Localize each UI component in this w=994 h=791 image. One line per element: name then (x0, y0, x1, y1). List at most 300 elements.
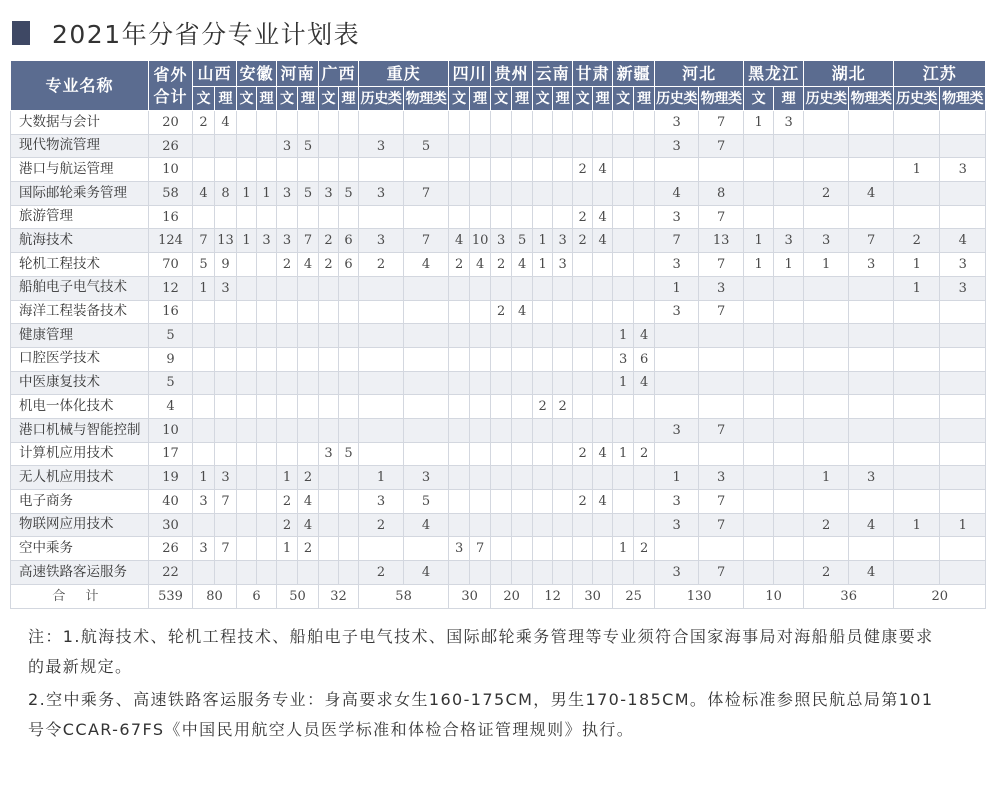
quota-cell (404, 418, 449, 442)
province-total-cell: 10 (744, 584, 804, 608)
quota-cell (449, 111, 470, 135)
quota-cell (277, 111, 298, 135)
quota-cell (699, 371, 744, 395)
province-total-cell: 36 (804, 584, 894, 608)
quota-cell (298, 371, 319, 395)
quota-cell (257, 371, 277, 395)
quota-cell (359, 205, 404, 229)
quota-cell (339, 347, 359, 371)
quota-cell (744, 371, 774, 395)
quota-cell (298, 158, 319, 182)
quota-cell (774, 182, 804, 206)
quota-cell (319, 537, 339, 561)
quota-cell: 1 (894, 158, 940, 182)
quota-cell (533, 513, 553, 537)
province-header: 新疆 (613, 61, 655, 87)
quota-cell (215, 442, 237, 466)
quota-cell (298, 561, 319, 585)
quota-cell (774, 537, 804, 561)
quota-cell: 2 (804, 561, 849, 585)
quota-cell: 4 (404, 561, 449, 585)
quota-cell (593, 347, 613, 371)
major-name-cell: 高速铁路客运服务 (11, 561, 149, 585)
major-name-cell: 港口机械与智能控制 (11, 418, 149, 442)
quota-cell: 3 (491, 229, 512, 253)
quota-cell: 6 (339, 253, 359, 277)
quota-cell (491, 324, 512, 348)
quota-cell: 2 (573, 442, 593, 466)
quota-cell (940, 134, 986, 158)
quota-cell (634, 205, 655, 229)
table-row (11, 158, 986, 182)
province-total-cell: 32 (319, 584, 359, 608)
row-total-cell: 26 (149, 537, 193, 561)
subject-header: 历史类 (655, 87, 699, 111)
quota-cell (634, 229, 655, 253)
quota-cell (491, 371, 512, 395)
quota-cell (339, 395, 359, 419)
quota-cell (470, 513, 491, 537)
table-row (11, 513, 986, 537)
quota-cell (298, 395, 319, 419)
subject-header: 文 (237, 87, 257, 111)
quota-cell (940, 371, 986, 395)
quota-cell (553, 513, 573, 537)
quota-cell (277, 276, 298, 300)
quota-cell (404, 111, 449, 135)
quota-cell: 2 (573, 205, 593, 229)
table-header (11, 61, 986, 111)
major-name-cell: 机电一体化技术 (11, 395, 149, 419)
quota-cell (593, 253, 613, 277)
quota-cell (804, 490, 849, 514)
quota-cell (533, 205, 553, 229)
quota-cell (237, 158, 257, 182)
quota-cell (237, 561, 257, 585)
quota-cell (940, 418, 986, 442)
quota-cell (573, 347, 593, 371)
quota-cell: 3 (804, 229, 849, 253)
quota-cell (339, 205, 359, 229)
quota-cell (449, 561, 470, 585)
row-total-cell: 12 (149, 276, 193, 300)
major-name-cell: 船舶电子电气技术 (11, 276, 149, 300)
quota-cell (359, 418, 404, 442)
quota-cell (573, 182, 593, 206)
table-row (11, 276, 986, 300)
quota-cell (193, 324, 215, 348)
quota-cell (193, 371, 215, 395)
quota-cell (613, 395, 634, 419)
quota-cell: 4 (655, 182, 699, 206)
quota-cell: 2 (804, 513, 849, 537)
quota-cell (512, 466, 533, 490)
quota-cell (193, 513, 215, 537)
quota-cell (449, 395, 470, 419)
quota-cell: 3 (215, 466, 237, 490)
quota-cell (257, 395, 277, 419)
quota-cell: 5 (339, 442, 359, 466)
quota-cell (634, 158, 655, 182)
quota-cell (339, 158, 359, 182)
out-of-province-total-header (149, 61, 193, 111)
quota-cell (237, 466, 257, 490)
quota-cell (744, 561, 774, 585)
quota-cell (533, 300, 553, 324)
quota-cell (319, 276, 339, 300)
quota-cell (613, 229, 634, 253)
quota-cell (533, 490, 553, 514)
quota-cell (613, 418, 634, 442)
quota-cell (257, 158, 277, 182)
quota-cell (613, 490, 634, 514)
quota-cell (613, 111, 634, 135)
major-name-cell: 港口与航运管理 (11, 158, 149, 182)
quota-cell (553, 324, 573, 348)
row-total-cell: 40 (149, 490, 193, 514)
quota-cell (193, 158, 215, 182)
row-total-cell: 5 (149, 371, 193, 395)
quota-cell (470, 418, 491, 442)
quota-cell (533, 371, 553, 395)
quota-cell: 2 (277, 490, 298, 514)
quota-cell (449, 490, 470, 514)
subject-header: 文 (319, 87, 339, 111)
table-row (11, 490, 986, 514)
quota-cell (849, 300, 894, 324)
quota-cell (573, 134, 593, 158)
quota-cell (894, 561, 940, 585)
quota-cell (404, 537, 449, 561)
quota-cell: 2 (573, 158, 593, 182)
quota-cell: 3 (257, 229, 277, 253)
quota-cell (573, 276, 593, 300)
quota-cell (470, 111, 491, 135)
subject-header: 物理类 (940, 87, 986, 111)
quota-cell: 4 (512, 253, 533, 277)
quota-cell (512, 537, 533, 561)
table-row (11, 418, 986, 442)
quota-cell (894, 490, 940, 514)
quota-cell (319, 466, 339, 490)
quota-cell (319, 134, 339, 158)
quota-cell (512, 371, 533, 395)
quota-cell (449, 418, 470, 442)
quota-cell (319, 513, 339, 537)
quota-cell (613, 466, 634, 490)
quota-cell (744, 347, 774, 371)
quota-cell: 7 (655, 229, 699, 253)
quota-cell: 4 (634, 324, 655, 348)
table-row (11, 347, 986, 371)
quota-cell: 2 (634, 537, 655, 561)
quota-cell (237, 205, 257, 229)
quota-cell (257, 418, 277, 442)
quota-cell: 1 (613, 442, 634, 466)
quota-cell (215, 158, 237, 182)
subject-header: 文 (613, 87, 634, 111)
quota-cell (553, 442, 573, 466)
quota-cell: 7 (470, 537, 491, 561)
quota-cell: 1 (804, 466, 849, 490)
quota-cell: 7 (699, 490, 744, 514)
quota-cell (744, 182, 774, 206)
subject-header: 物理类 (699, 87, 744, 111)
quota-cell (804, 205, 849, 229)
quota-cell: 7 (404, 182, 449, 206)
quota-cell (277, 205, 298, 229)
quota-cell: 3 (359, 182, 404, 206)
quota-cell: 10 (470, 229, 491, 253)
quota-cell (512, 395, 533, 419)
subject-header: 理 (512, 87, 533, 111)
quota-cell: 4 (215, 111, 237, 135)
quota-cell (699, 158, 744, 182)
quota-cell: 13 (699, 229, 744, 253)
quota-cell (257, 134, 277, 158)
quota-cell (533, 442, 553, 466)
quota-cell (512, 418, 533, 442)
quota-cell: 3 (277, 134, 298, 158)
quota-cell: 5 (193, 253, 215, 277)
quota-cell (339, 537, 359, 561)
quota-cell (940, 442, 986, 466)
quota-cell (804, 276, 849, 300)
subject-header: 理 (553, 87, 573, 111)
quota-cell: 3 (655, 111, 699, 135)
quota-cell (533, 158, 553, 182)
quota-cell (339, 324, 359, 348)
quota-cell (573, 466, 593, 490)
quota-cell (655, 324, 699, 348)
quota-cell (491, 442, 512, 466)
quota-cell (613, 300, 634, 324)
row-total-cell: 26 (149, 134, 193, 158)
quota-cell (894, 371, 940, 395)
quota-cell (533, 466, 553, 490)
quota-cell (533, 276, 553, 300)
quota-cell: 3 (655, 205, 699, 229)
quota-cell (744, 134, 774, 158)
quota-cell (512, 561, 533, 585)
quota-cell: 1 (940, 513, 986, 537)
row-total-cell: 4 (149, 395, 193, 419)
quota-cell: 5 (339, 182, 359, 206)
quota-cell: 1 (277, 537, 298, 561)
table-row (11, 253, 986, 277)
quota-cell: 2 (277, 253, 298, 277)
quota-cell (237, 395, 257, 419)
quota-cell (634, 134, 655, 158)
quota-cell: 2 (298, 537, 319, 561)
quota-cell (613, 182, 634, 206)
quota-cell (404, 276, 449, 300)
quota-cell: 7 (215, 490, 237, 514)
quota-cell (491, 395, 512, 419)
province-header: 湖北 (804, 61, 894, 87)
table-footer (11, 584, 986, 608)
quota-cell (804, 395, 849, 419)
quota-cell: 1 (613, 371, 634, 395)
quota-cell (298, 205, 319, 229)
quota-cell (449, 276, 470, 300)
quota-cell (593, 537, 613, 561)
quota-cell (257, 513, 277, 537)
quota-cell (257, 300, 277, 324)
quota-cell (744, 442, 774, 466)
row-total-cell: 124 (149, 229, 193, 253)
quota-cell (449, 442, 470, 466)
quota-cell (319, 158, 339, 182)
quota-cell (339, 513, 359, 537)
subject-header: 历史类 (804, 87, 849, 111)
quota-cell (849, 111, 894, 135)
table-row (11, 466, 986, 490)
quota-cell (277, 300, 298, 324)
subject-header: 文 (449, 87, 470, 111)
quota-cell (573, 418, 593, 442)
quota-cell: 3 (655, 418, 699, 442)
quota-cell (193, 442, 215, 466)
quota-cell (613, 205, 634, 229)
quota-cell: 7 (193, 229, 215, 253)
quota-cell (319, 371, 339, 395)
table-row (11, 182, 986, 206)
quota-cell (491, 205, 512, 229)
quota-cell (257, 324, 277, 348)
quota-cell: 13 (215, 229, 237, 253)
quota-cell (277, 324, 298, 348)
major-name-cell: 现代物流管理 (11, 134, 149, 158)
quota-cell (339, 490, 359, 514)
major-name-cell: 国际邮轮乘务管理 (11, 182, 149, 206)
quota-cell (449, 466, 470, 490)
row-total-cell: 58 (149, 182, 193, 206)
quota-cell (512, 111, 533, 135)
table-row (11, 134, 986, 158)
quota-cell (449, 513, 470, 537)
row-total-cell: 20 (149, 111, 193, 135)
quota-cell (804, 442, 849, 466)
quota-cell (319, 324, 339, 348)
quota-cell (237, 300, 257, 324)
major-name-cell: 轮机工程技术 (11, 253, 149, 277)
quota-cell (449, 324, 470, 348)
province-header: 贵州 (491, 61, 533, 87)
quota-cell (804, 418, 849, 442)
quota-cell (553, 276, 573, 300)
quota-cell (634, 111, 655, 135)
quota-cell (237, 490, 257, 514)
subject-header: 理 (774, 87, 804, 111)
quota-cell (774, 513, 804, 537)
quota-cell (470, 442, 491, 466)
quota-cell (470, 134, 491, 158)
quota-cell: 2 (573, 490, 593, 514)
quota-cell: 3 (940, 158, 986, 182)
quota-cell (533, 111, 553, 135)
quota-cell (593, 371, 613, 395)
quota-cell: 7 (699, 134, 744, 158)
quota-cell (634, 276, 655, 300)
quota-cell (404, 347, 449, 371)
row-total-cell: 16 (149, 300, 193, 324)
quota-cell (491, 111, 512, 135)
quota-cell (319, 347, 339, 371)
quota-cell (298, 347, 319, 371)
quota-cell (774, 490, 804, 514)
row-total-cell: 19 (149, 466, 193, 490)
subject-header: 理 (215, 87, 237, 111)
quota-cell (940, 490, 986, 514)
quota-cell: 1 (193, 276, 215, 300)
quota-cell: 4 (193, 182, 215, 206)
quota-cell (553, 158, 573, 182)
quota-cell (512, 347, 533, 371)
quota-cell (553, 134, 573, 158)
quota-cell (774, 347, 804, 371)
quota-cell (470, 395, 491, 419)
quota-cell: 1 (894, 276, 940, 300)
total-row (11, 584, 986, 608)
quota-cell (491, 134, 512, 158)
quota-cell (193, 134, 215, 158)
quota-cell: 4 (449, 229, 470, 253)
quota-cell (699, 395, 744, 419)
quota-cell (573, 111, 593, 135)
quota-cell (894, 134, 940, 158)
quota-cell (215, 300, 237, 324)
quota-cell (573, 537, 593, 561)
quota-cell (849, 395, 894, 419)
subject-header: 文 (573, 87, 593, 111)
quota-cell (553, 418, 573, 442)
quota-cell: 1 (359, 466, 404, 490)
quota-cell (491, 418, 512, 442)
quota-cell: 2 (319, 253, 339, 277)
quota-cell (940, 182, 986, 206)
quota-cell (593, 111, 613, 135)
quota-cell: 7 (699, 513, 744, 537)
quota-cell (894, 466, 940, 490)
major-name-cell: 大数据与会计 (11, 111, 149, 135)
quota-cell: 2 (533, 395, 553, 419)
quota-cell (744, 395, 774, 419)
quota-cell (593, 513, 613, 537)
quota-cell (573, 513, 593, 537)
quota-cell: 7 (404, 229, 449, 253)
quota-cell: 8 (215, 182, 237, 206)
quota-cell: 5 (404, 490, 449, 514)
row-total-cell: 17 (149, 442, 193, 466)
quota-cell (339, 466, 359, 490)
major-name-cell: 计算机应用技术 (11, 442, 149, 466)
row-total-cell: 70 (149, 253, 193, 277)
subject-header: 文 (193, 87, 215, 111)
quota-cell (339, 300, 359, 324)
quota-cell (573, 561, 593, 585)
quota-cell (404, 324, 449, 348)
quota-cell (744, 466, 774, 490)
total-label-cell: 合 计 (11, 584, 149, 608)
quota-cell: 3 (277, 182, 298, 206)
quota-cell (512, 324, 533, 348)
province-total-cell: 20 (894, 584, 986, 608)
quota-cell (215, 418, 237, 442)
quota-cell (774, 466, 804, 490)
quota-cell: 3 (553, 229, 573, 253)
quota-cell (491, 347, 512, 371)
